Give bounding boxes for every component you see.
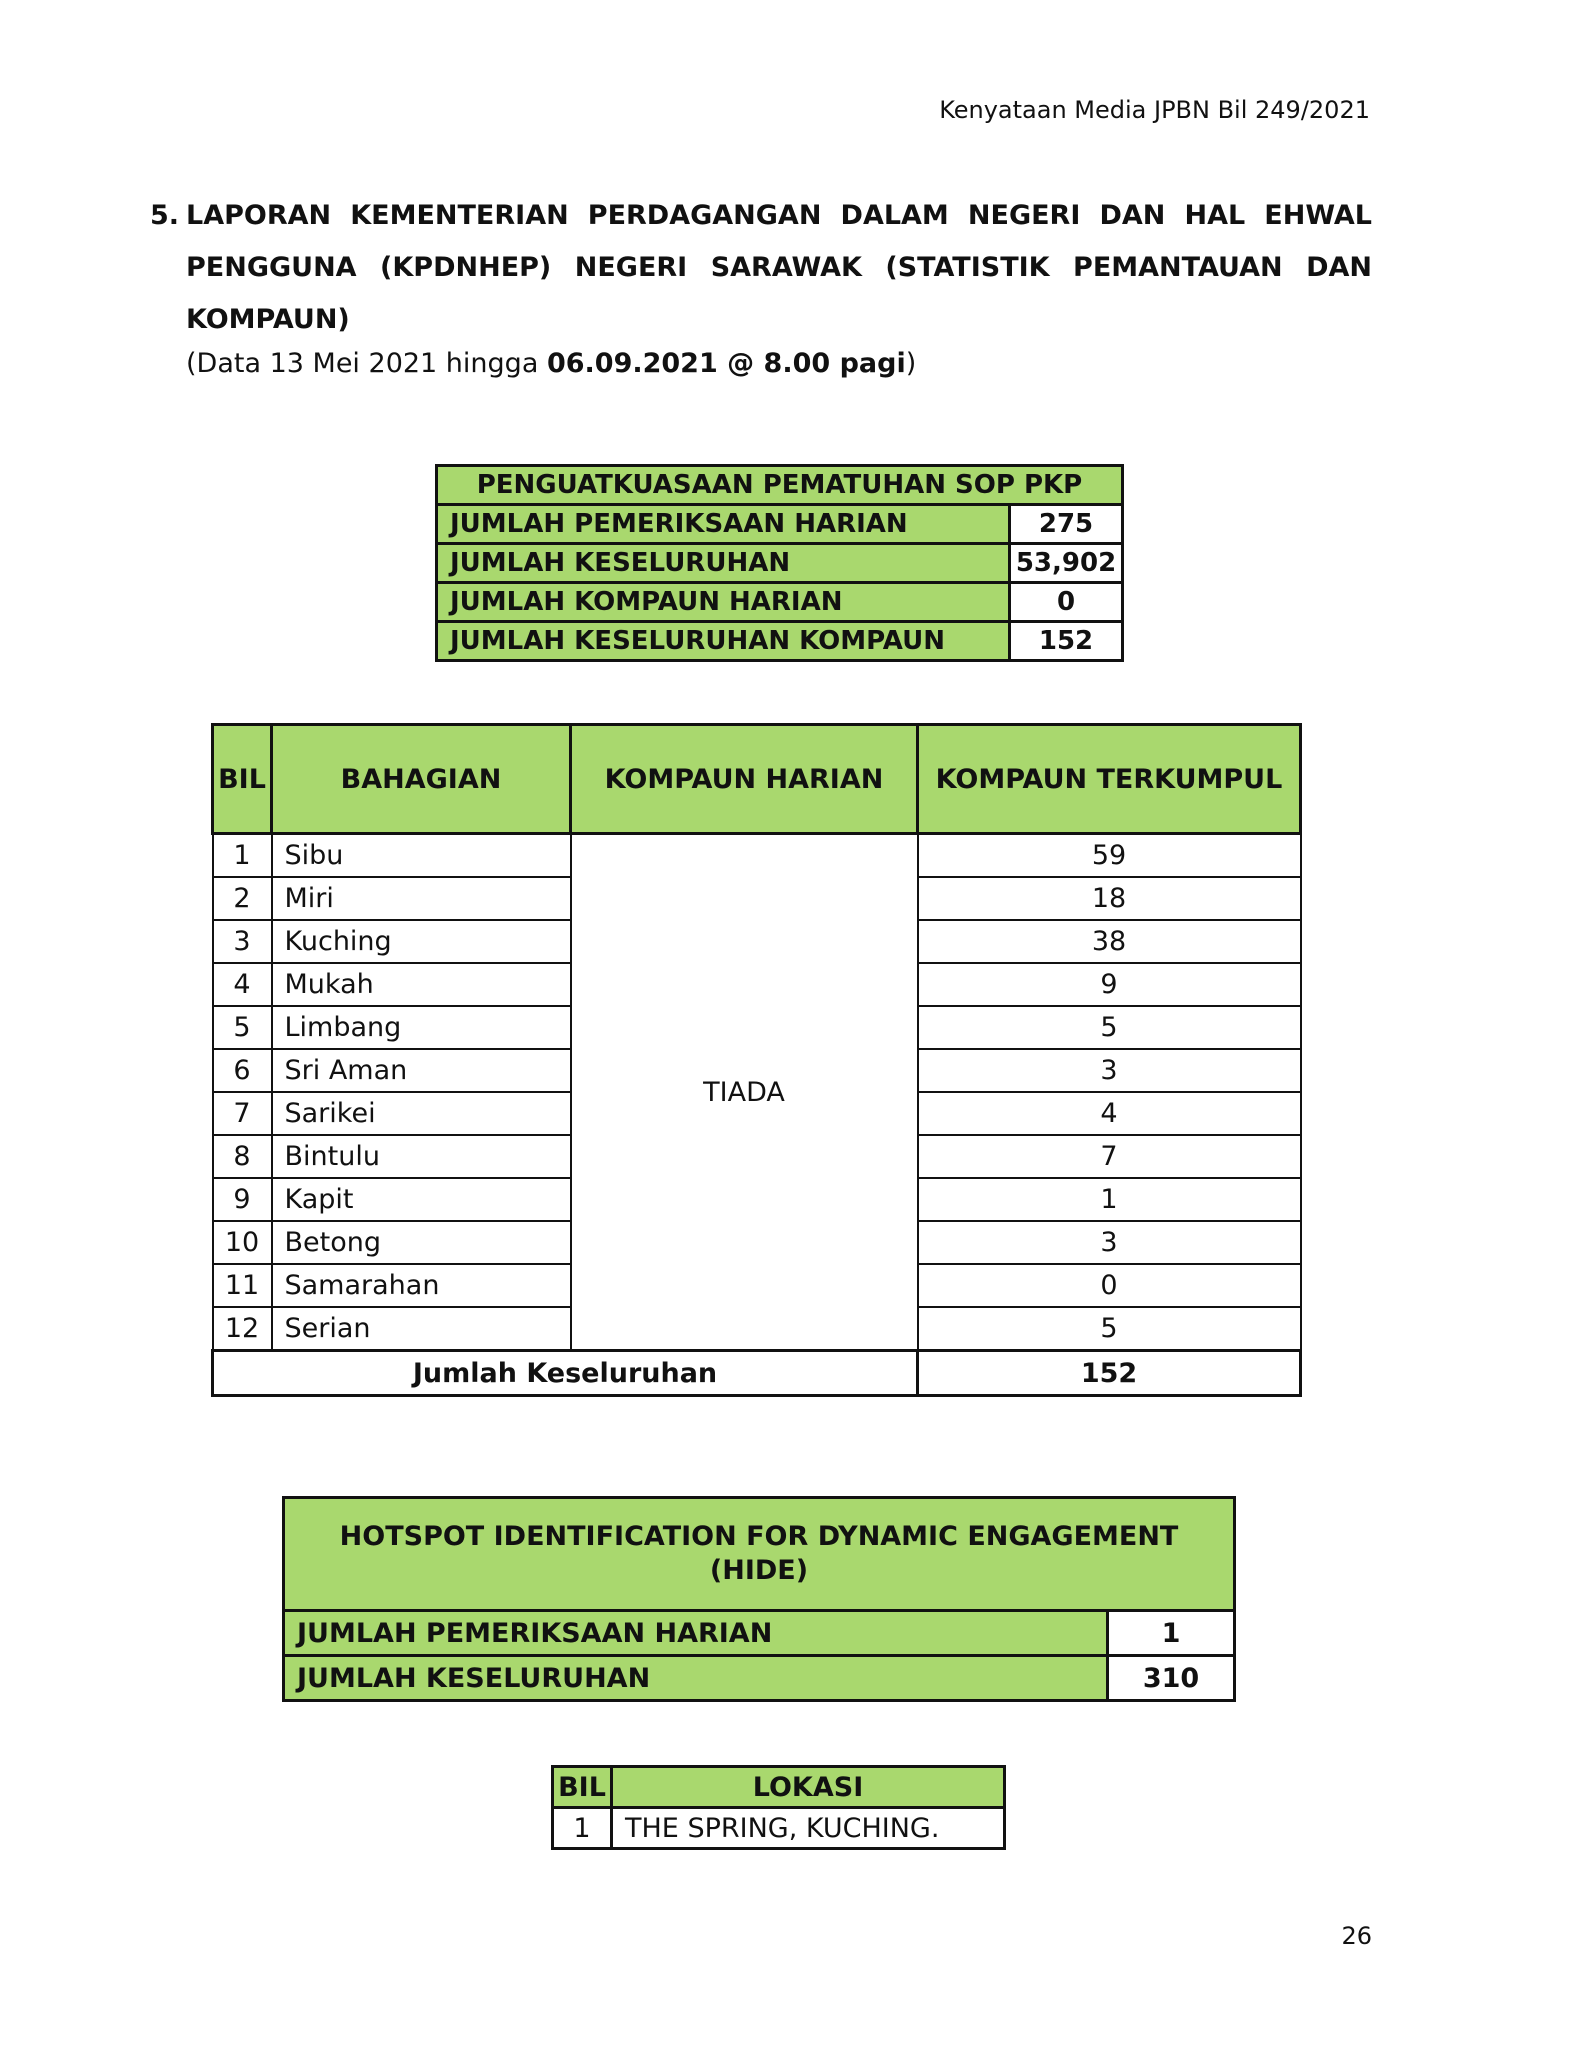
cell-bahagian: Kuching: [272, 920, 571, 963]
header-kompaun-terkumpul: KOMPAUN TERKUMPUL: [918, 725, 1301, 834]
cell-bil: 11: [213, 1264, 272, 1307]
cell-bahagian: Samarahan: [272, 1264, 571, 1307]
row-label: JUMLAH PEMERIKSAAN HARIAN: [437, 505, 1010, 544]
section-number: 5.: [150, 200, 180, 231]
table-row: [437, 505, 1123, 544]
row-label: JUMLAH KESELURUHAN: [284, 1656, 1108, 1701]
cell-bil: 2: [213, 877, 272, 920]
header-kompaun-harian: KOMPAUN HARIAN: [571, 725, 918, 834]
hide-title-line-1: HOTSPOT IDENTIFICATION FOR DYNAMIC ENGAGEMENT: [339, 1521, 1179, 1552]
cell-bil: 1: [553, 1808, 612, 1849]
cell-terkumpul: 38: [918, 920, 1301, 963]
header-bil: BIL: [553, 1767, 612, 1808]
hide-title-line-2: (HIDE): [709, 1555, 809, 1586]
row-label: JUMLAH KESELURUHAN KOMPAUN: [437, 622, 1010, 661]
cell-bahagian: Sarikei: [272, 1092, 571, 1135]
cell-bahagian: Mukah: [272, 963, 571, 1006]
cell-terkumpul: 4: [918, 1092, 1301, 1135]
row-value: 0: [1010, 583, 1123, 622]
cell-bil: 4: [213, 963, 272, 1006]
cell-bahagian: Miri: [272, 877, 571, 920]
sop-table-title: PENGUATKUASAAN PEMATUHAN SOP PKP: [437, 466, 1123, 505]
cell-bahagian: Limbang: [272, 1006, 571, 1049]
section-heading: [150, 190, 1372, 346]
row-label: JUMLAH PEMERIKSAAN HARIAN: [284, 1611, 1108, 1656]
table-row: [284, 1611, 1235, 1656]
cell-terkumpul: 5: [918, 1006, 1301, 1049]
row-value: 152: [1010, 622, 1123, 661]
hide-table: [282, 1496, 1236, 1702]
cell-terkumpul: 3: [918, 1221, 1301, 1264]
sop-enforcement-table: [435, 464, 1124, 662]
data-date-range: [186, 348, 916, 379]
date-prefix: (Data 13 Mei 2021 hingga: [186, 348, 547, 379]
lokasi-table: [551, 1765, 1006, 1850]
header-lokasi: LOKASI: [612, 1767, 1005, 1808]
table-row: [437, 583, 1123, 622]
cell-bil: 7: [213, 1092, 272, 1135]
cell-bahagian: Bintulu: [272, 1135, 571, 1178]
date-suffix: ): [905, 348, 917, 379]
cell-bahagian: Sri Aman: [272, 1049, 571, 1092]
total-row: [213, 1351, 1301, 1396]
row-value: 310: [1108, 1656, 1235, 1701]
cell-bahagian: Kapit: [272, 1178, 571, 1221]
cell-lokasi: THE SPRING, KUCHING.: [612, 1808, 1005, 1849]
cell-terkumpul: 18: [918, 877, 1301, 920]
total-value: 152: [918, 1351, 1301, 1396]
cell-bahagian: Serian: [272, 1307, 571, 1351]
row-label: JUMLAH KOMPAUN HARIAN: [437, 583, 1010, 622]
cell-terkumpul: 0: [918, 1264, 1301, 1307]
cell-bil: 10: [213, 1221, 272, 1264]
page-number: 26: [1341, 1922, 1372, 1950]
date-bold: 06.09.2021 @ 8.00 pagi: [546, 348, 906, 379]
section-title-line-2: PENGGUNA (KPDNHEP) NEGERI SARAWAK (STATISTIK PEMANTAUAN DAN: [186, 252, 1372, 283]
header-bil: BIL: [213, 725, 272, 834]
cell-terkumpul: 3: [918, 1049, 1301, 1092]
cell-terkumpul: 1: [918, 1178, 1301, 1221]
row-label: JUMLAH KESELURUHAN: [437, 544, 1010, 583]
cell-bil: 1: [213, 834, 272, 878]
table-row: [437, 622, 1123, 661]
cell-bil: 3: [213, 920, 272, 963]
section-title-line-3: KOMPAUN): [186, 304, 350, 335]
section-title-line-1: LAPORAN KEMENTERIAN PERDAGANGAN DALAM NEGERI DAN HAL EHWAL: [186, 200, 1372, 231]
cell-bahagian: Sibu: [272, 834, 571, 878]
cell-bil: 6: [213, 1049, 272, 1092]
total-label: Jumlah Keseluruhan: [213, 1351, 918, 1396]
table-row: [437, 544, 1123, 583]
cell-terkumpul: 7: [918, 1135, 1301, 1178]
cell-bil: 5: [213, 1006, 272, 1049]
table-row: [213, 834, 1301, 878]
table-row: [553, 1808, 1005, 1849]
cell-terkumpul: 59: [918, 834, 1301, 878]
cell-bil: 8: [213, 1135, 272, 1178]
cell-bahagian: Betong: [272, 1221, 571, 1264]
header-bahagian: BAHAGIAN: [272, 725, 571, 834]
document-reference: Kenyataan Media JPBN Bil 249/2021: [939, 96, 1370, 124]
cell-bil: 9: [213, 1178, 272, 1221]
hide-table-title: [284, 1498, 1235, 1611]
table-row: [284, 1656, 1235, 1701]
row-value: 275: [1010, 505, 1123, 544]
cell-terkumpul: 5: [918, 1307, 1301, 1351]
row-value: 1: [1108, 1611, 1235, 1656]
cell-bil: 12: [213, 1307, 272, 1351]
kompaun-by-division-table: [211, 723, 1302, 1397]
cell-kompaun-harian-merged: TIADA: [571, 834, 918, 1351]
cell-terkumpul: 9: [918, 963, 1301, 1006]
row-value: 53,902: [1010, 544, 1123, 583]
